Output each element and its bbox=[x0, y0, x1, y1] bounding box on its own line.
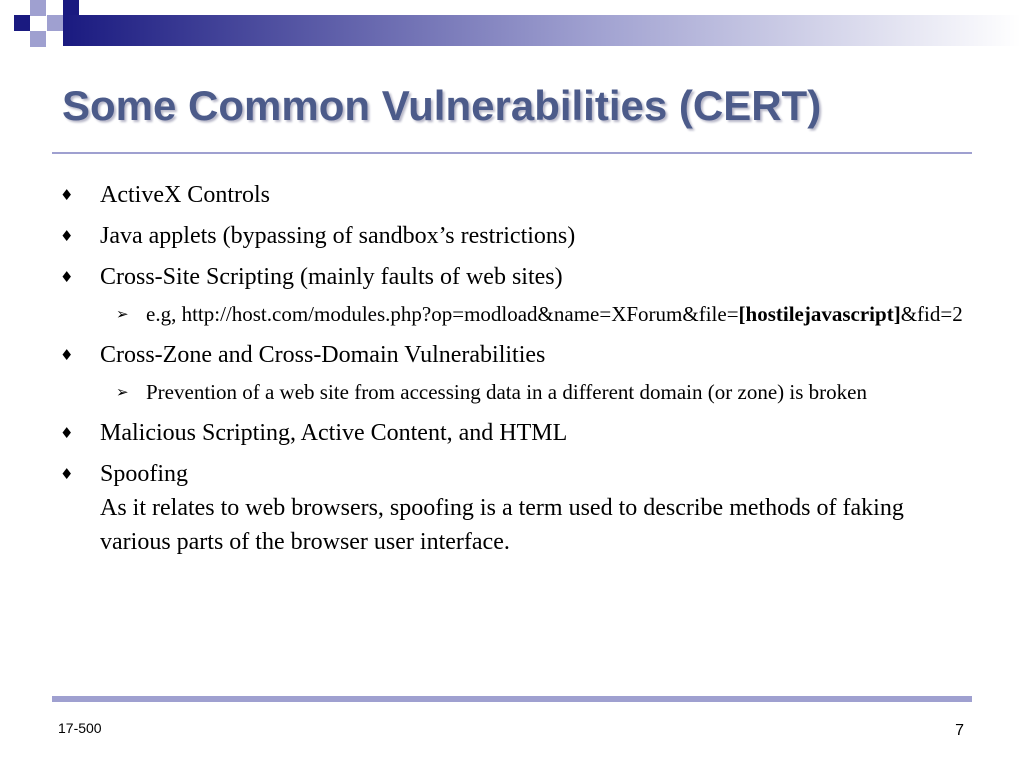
arrow-bullet-icon: ➢ bbox=[116, 305, 129, 323]
list-item bbox=[56, 416, 971, 450]
bullet-text: Cross-Zone and Cross-Domain Vulnerabilities bbox=[100, 342, 546, 368]
bullet-text: Malicious Scripting, Active Content, and HTML bbox=[100, 420, 568, 446]
deco-square-dark bbox=[63, 0, 79, 15]
title-divider bbox=[52, 152, 972, 154]
deco-gradient-bar bbox=[63, 15, 1021, 46]
list-item bbox=[56, 338, 971, 372]
bullet-text: ActiveX Controls bbox=[100, 182, 270, 208]
deco-square-light bbox=[47, 15, 63, 31]
diamond-bullet-icon: ♦ bbox=[60, 424, 74, 442]
diamond-bullet-icon: ♦ bbox=[60, 346, 74, 364]
deco-square-light bbox=[30, 0, 46, 16]
footer-course-code: 17-500 bbox=[58, 720, 102, 736]
page-number: 7 bbox=[955, 722, 964, 739]
list-item bbox=[56, 260, 971, 294]
list-item bbox=[56, 178, 971, 212]
arrow-bullet-icon: ➢ bbox=[116, 383, 129, 401]
cross-zone-note: Prevention of a web site from accessing data in a different domain (or zone) is broken bbox=[146, 380, 867, 404]
footer-divider bbox=[52, 696, 972, 702]
spoofing-detail: As it relates to web browsers, spoofing is a term used to describe methods of faking various parts of the browser user interface. bbox=[100, 495, 904, 555]
diamond-bullet-icon: ♦ bbox=[60, 186, 74, 204]
list-item bbox=[56, 219, 971, 253]
xss-example-prefix: e.g, http://host.com/modules.php?op=modload&name=XForum&file= bbox=[146, 302, 739, 326]
sub-list-item bbox=[56, 299, 971, 330]
diamond-bullet-icon: ♦ bbox=[60, 227, 74, 245]
deco-square-dark bbox=[14, 15, 30, 31]
xss-example-text bbox=[146, 302, 963, 326]
deco-square-light bbox=[30, 31, 46, 47]
bullet-text: Cross-Site Scripting (mainly faults of web sites) bbox=[100, 264, 563, 290]
bullet-text: Spoofing bbox=[100, 461, 189, 487]
xss-example-suffix: &fid=2 bbox=[900, 302, 963, 326]
page-title: Some Common Vulnerabilities (CERT) bbox=[62, 82, 822, 129]
sub-list-item bbox=[56, 377, 971, 408]
bullet-list bbox=[56, 178, 971, 566]
bullet-text: Java applets (bypassing of sandbox’s restrictions) bbox=[100, 223, 576, 249]
xss-example-bold: [hostilejavascript] bbox=[738, 302, 901, 326]
list-item bbox=[56, 457, 971, 559]
diamond-bullet-icon: ♦ bbox=[60, 465, 74, 483]
diamond-bullet-icon: ♦ bbox=[60, 268, 74, 286]
